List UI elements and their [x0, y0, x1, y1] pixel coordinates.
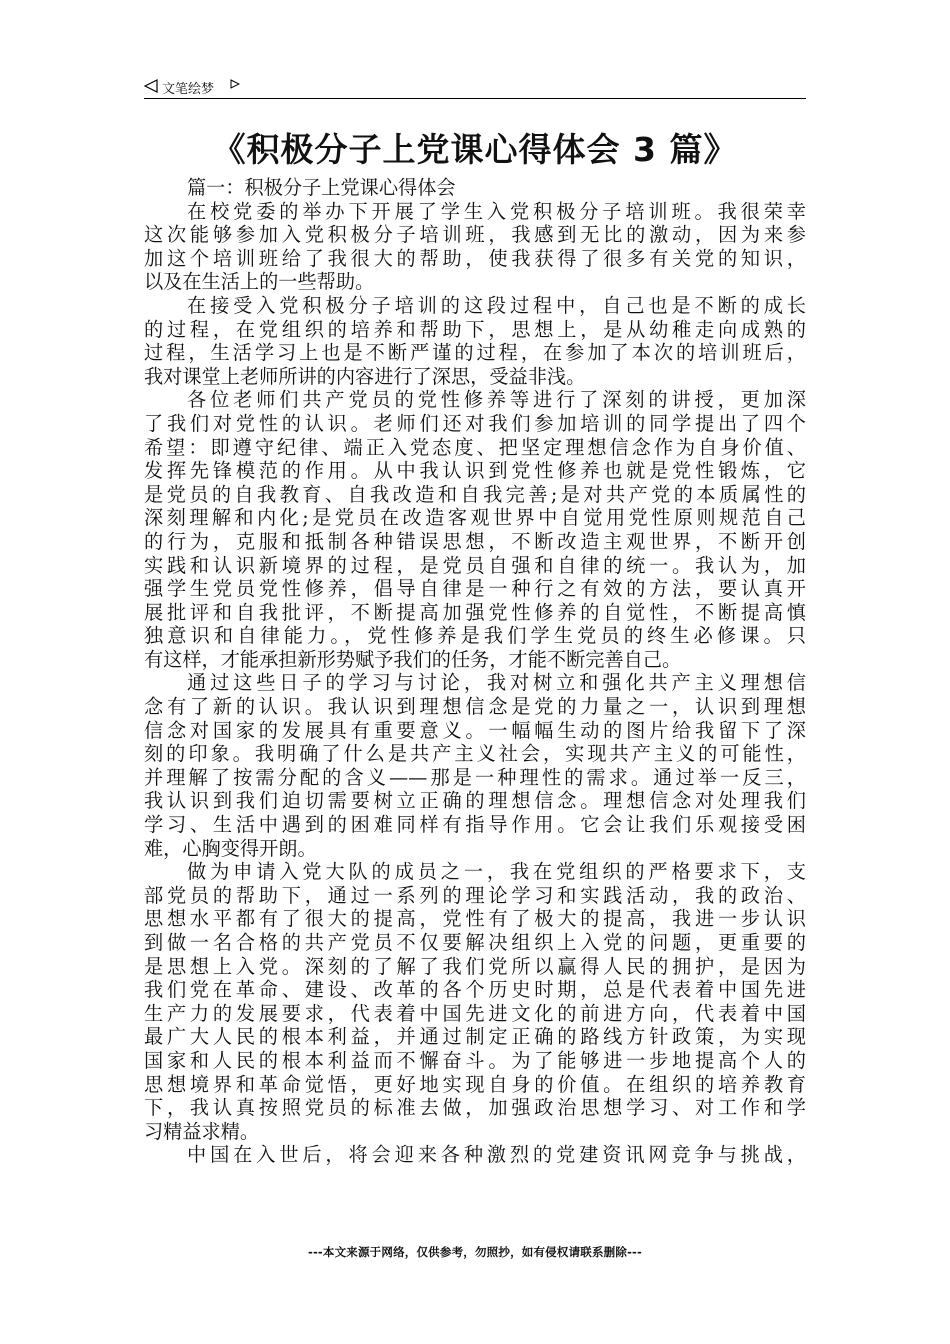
- body-line: 学习、生活中遇到的困难同样有指导作用。它会让我们乐观接受困: [144, 813, 806, 837]
- body-line: 国家和人民的根本利益而不懈奋斗。为了能够进一步地提高个人的: [144, 1048, 806, 1072]
- page-header: [144, 76, 806, 98]
- body-line: 独意识和自律能力。，党性修养是我们学生党员的终生必修课。只: [144, 624, 806, 648]
- body-line: 难，心胸变得开朗。: [144, 836, 317, 860]
- body-line: 实践和认识新境界的过程，是党员自强和自律的统一。我认为，加: [144, 553, 806, 577]
- body-line: 的行为，克服和抵制各种错误思想，不断改造主观世界，不断开创: [144, 529, 806, 553]
- body-line: 信念对国家的发展具有重要意义。一幅幅生动的图片给我留下了深: [144, 718, 806, 742]
- body-line: 到做一名合格的共产党员不仅要解决组织上入党的问题，更重要的: [144, 931, 806, 954]
- body-line: 过程，生活学习上也是不断严谨的过程，在参加了本次的培训班后，: [144, 341, 806, 365]
- body-line: 中国在入世后，将会迎来各种激烈的党建资讯网竞争与挑战，: [187, 1143, 806, 1167]
- triangle-right-icon: [230, 79, 240, 89]
- body-line: 思想水平都有了很大的提高，党性有了极大的提高，我进一步认识: [144, 907, 806, 931]
- body-line: 最广大人民的根本利益，并通过制定正确的路线方针政策，为实现: [144, 1025, 806, 1049]
- body-line: 以及在生活上的一些帮助。: [144, 270, 375, 294]
- body-line: 有这样，才能承担新形势赋予我们的任务，才能不断完善自己。: [144, 647, 682, 671]
- body-line: 刻的印象。我明确了什么是共产主义社会，实现共产主义的可能性，: [144, 742, 806, 766]
- body-line: 通过这些日子的学习与讨论，我对树立和强化共产主义理想信: [187, 671, 806, 695]
- body-line: 我们党在革命、建设、改革的各个历史时期，总是代表着中国先进: [144, 978, 806, 1002]
- document-body: [144, 176, 806, 1167]
- body-line: 下，我认真按照党员的标准去做，加强政治思想学习、对工作和学: [144, 1096, 806, 1120]
- body-line: 发挥先锋模范的作用。从中我认识到党性修养也就是党性锻炼，它: [144, 459, 806, 483]
- body-line: 各位老师们共产党员的党性修养等进行了深刻的讲授，更加深: [187, 388, 806, 412]
- body-line: 我对课堂上老师所讲的内容进行了深思，受益非浅。: [144, 364, 586, 388]
- body-line: 并理解了按需分配的含义——那是一种理性的需求。通过举一反三，: [144, 765, 806, 789]
- body-line: 我认识到我们迫切需要树立正确的理想信念。理想信念对处理我们: [144, 789, 806, 813]
- body-line: 强学生党员党性修养，倡导自律是一种行之有效的方法，要认真开: [144, 577, 806, 601]
- body-line: 思想境界和革命觉悟，更好地实现自身的价值。在组织的培养教育: [144, 1072, 806, 1096]
- triangle-left-icon: [144, 79, 158, 93]
- body-line: 展批评和自我批评，不断提高加强党性修养的自觉性，不断提高慎: [144, 600, 806, 624]
- body-line: 这次能够参加入党积极分子培训班，我感到无比的激动，因为来参: [144, 223, 806, 247]
- body-line: 加这个培训班给了我很大的帮助，使我获得了很多有关党的知识，: [144, 246, 806, 270]
- body-line: 是思想上入党。深刻的了解了我们党所以赢得人民的拥护，是因为: [144, 954, 806, 978]
- header-brand: 文笔绘梦: [162, 82, 215, 97]
- body-line: 是党员的自我教育、自我改造和自我完善;是对共产党的本质属性的: [144, 482, 806, 506]
- body-line: 的过程，在党组织的培养和帮助下，思想上，是从幼稚走向成熟的: [144, 317, 806, 341]
- body-line: 做为申请入党大队的成员之一，我在党组织的严格要求下，支: [187, 860, 806, 884]
- section-heading: 篇一：积极分子上党课心得体会: [187, 176, 456, 199]
- body-line: 习精益求精。: [144, 1119, 260, 1143]
- body-line: 念有了新的认识。我认识到理想信念是党的力量之一，认识到理想: [144, 695, 806, 719]
- body-line: 部党员的帮助下，通过一系列的理论学习和实践活动，我的政治、: [144, 883, 806, 907]
- page-footer: ---本文来源于网络，仅供参考，勿照抄，如有侵权请联系删除---: [307, 1245, 643, 1259]
- body-line: 在校党委的举办下开展了学生入党积极分子培训班。我很荣幸: [187, 199, 806, 223]
- body-line: 了我们对党性的认识。老师们还对我们参加培训的同学提出了四个: [144, 411, 806, 435]
- header-rule: [144, 98, 806, 99]
- body-line: 在接受入党积极分子培训的这段过程中，自己也是不断的成长: [187, 293, 806, 317]
- body-line: 生产力的发展要求，代表着中国先进文化的前进方向，代表着中国: [144, 1001, 806, 1025]
- body-line: 深刻理解和内化;是党员在改造客观世界中自觉用党性原则规范自己: [144, 506, 806, 530]
- document-title: 《积极分子上党课心得体会 3 篇》: [212, 130, 738, 169]
- body-line: 希望：即遵守纪律、端正入党态度、把坚定理想信念作为自身价值、: [144, 435, 806, 459]
